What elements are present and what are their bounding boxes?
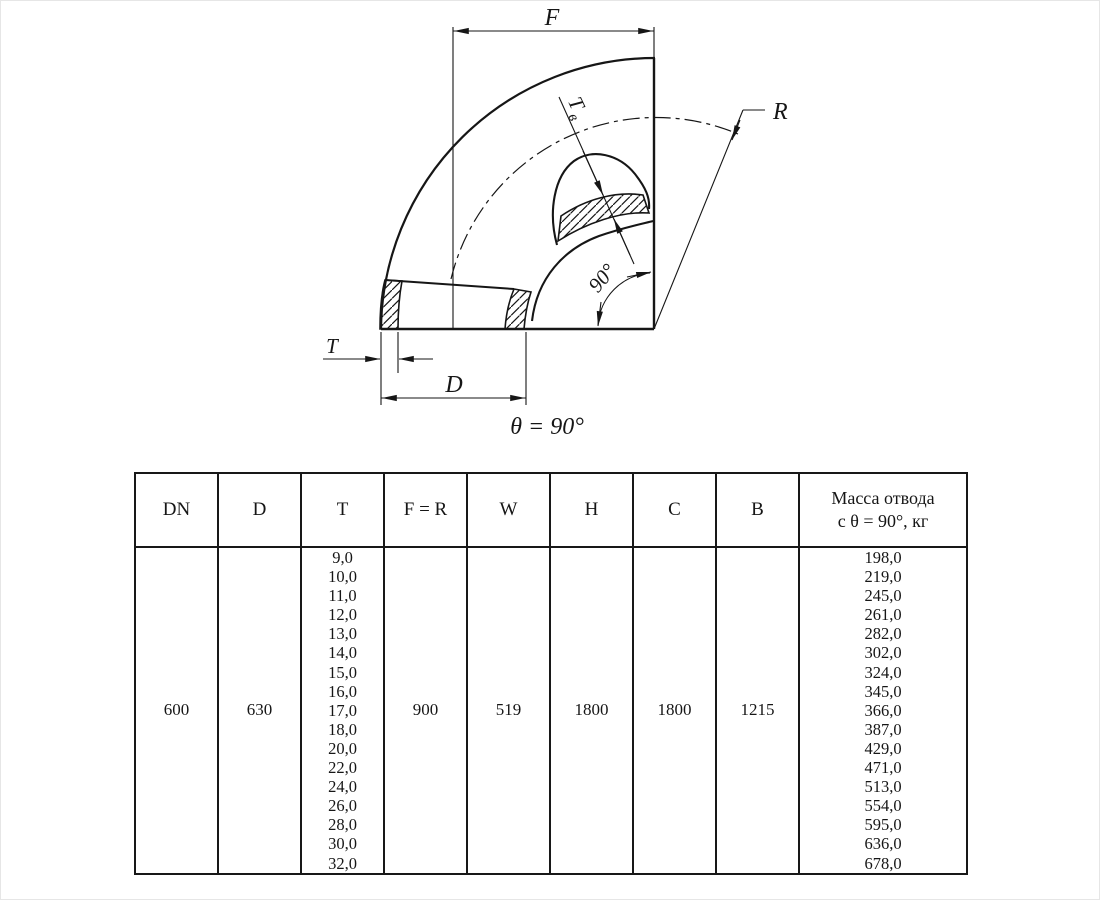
mass-header-line2: с θ = 90°, кг xyxy=(837,511,929,531)
header-cell-c: C xyxy=(633,473,716,547)
table-cell-line: 30,0 xyxy=(328,834,357,854)
wall-section-inner xyxy=(505,289,531,329)
angle-arrow-upper xyxy=(627,272,651,277)
table-cell-line: 471,0 xyxy=(864,758,902,778)
table-cell-line: 10,0 xyxy=(328,567,357,587)
table-cell-line: 554,0 xyxy=(864,796,902,816)
table-cell-line: 429,0 xyxy=(864,738,902,758)
wall-leader-arrow-lower xyxy=(614,219,630,255)
label-r: R xyxy=(773,99,788,125)
table-cell-line: 11,0 xyxy=(328,586,357,606)
mass-header-line1: Масса отвода xyxy=(831,488,935,508)
table-cell-line: 595,0 xyxy=(864,815,902,835)
table-cell-line: 513,0 xyxy=(864,777,902,797)
angle-arrow-lower xyxy=(598,302,601,326)
header-cell-fr: F = R xyxy=(384,473,467,547)
elbow-outer-arc xyxy=(381,58,655,329)
table-cell-line: 245,0 xyxy=(864,586,902,606)
cell-t-values xyxy=(301,547,384,874)
wall-leader-arrow-upper xyxy=(583,151,603,195)
elbow-drawing xyxy=(1,1,1100,461)
header-cell-w: W xyxy=(467,473,550,547)
table-cell-line: 12,0 xyxy=(328,605,357,625)
table-cell-line: 14,0 xyxy=(328,643,357,663)
table-cell-line: 302,0 xyxy=(864,643,902,663)
table-cell-line: 20,0 xyxy=(328,738,357,758)
radius-arrow xyxy=(732,120,740,140)
header-cell-d: D xyxy=(218,473,301,547)
label-t: T xyxy=(326,334,338,358)
label-wall-thickness-sub: в xyxy=(564,111,582,124)
header-cell-t: T xyxy=(301,473,384,547)
header-cell-h: H xyxy=(550,473,633,547)
cell-mass-values xyxy=(799,547,967,874)
table-cell-line: 22,0 xyxy=(328,758,357,778)
header-cell-mass xyxy=(799,473,967,547)
table-cell-line: 345,0 xyxy=(864,681,902,701)
table-cell-line: 18,0 xyxy=(328,719,357,739)
wall-section-left xyxy=(380,280,402,329)
table-cell-line: 28,0 xyxy=(328,815,357,835)
end-face-lip xyxy=(385,280,514,289)
table-cell-line: 219,0 xyxy=(864,567,902,587)
dimensions-table xyxy=(134,472,968,875)
cell-fr: 900 xyxy=(384,547,467,874)
table-cell-line: 282,0 xyxy=(864,624,902,644)
table-cell-line: 9,0 xyxy=(332,548,353,567)
cell-dn: 600 xyxy=(135,547,218,874)
table-cell-line: 17,0 xyxy=(328,700,357,720)
cell-w: 519 xyxy=(467,547,550,874)
table-cell-line: 15,0 xyxy=(328,662,357,682)
header-cell-dn: DN xyxy=(135,473,218,547)
cell-d: 630 xyxy=(218,547,301,874)
table-cell-line: 24,0 xyxy=(328,777,357,797)
table-cell-line: 636,0 xyxy=(864,834,902,854)
label-theta: θ = 90° xyxy=(510,414,584,440)
table-cell-line: 16,0 xyxy=(328,681,357,701)
header-cell-b: B xyxy=(716,473,799,547)
cell-b: 1215 xyxy=(716,547,799,874)
table-cell-line: 13,0 xyxy=(328,624,357,644)
table-cell-line: 366,0 xyxy=(864,700,902,720)
table-cell-line: 678,0 xyxy=(864,853,902,873)
table-cell-line: 198,0 xyxy=(864,548,902,567)
table-cell-line: 32,0 xyxy=(328,853,357,873)
label-f: F xyxy=(544,5,560,31)
table-row xyxy=(135,547,967,874)
table-cell-line: 26,0 xyxy=(328,796,357,816)
label-d: D xyxy=(445,372,463,398)
centerline-arc xyxy=(451,117,738,279)
label-angle xyxy=(583,259,621,297)
radius-line xyxy=(654,110,743,329)
table-cell-line: 387,0 xyxy=(864,719,902,739)
label-angle-text: 90° xyxy=(583,259,621,297)
table-cell-line: 324,0 xyxy=(864,662,902,682)
table-header-row xyxy=(135,473,967,547)
cell-h: 1800 xyxy=(550,547,633,874)
label-wall-thickness-main: Т xyxy=(563,92,590,114)
table-cell-line: 261,0 xyxy=(864,605,902,625)
cell-c: 1800 xyxy=(633,547,716,874)
